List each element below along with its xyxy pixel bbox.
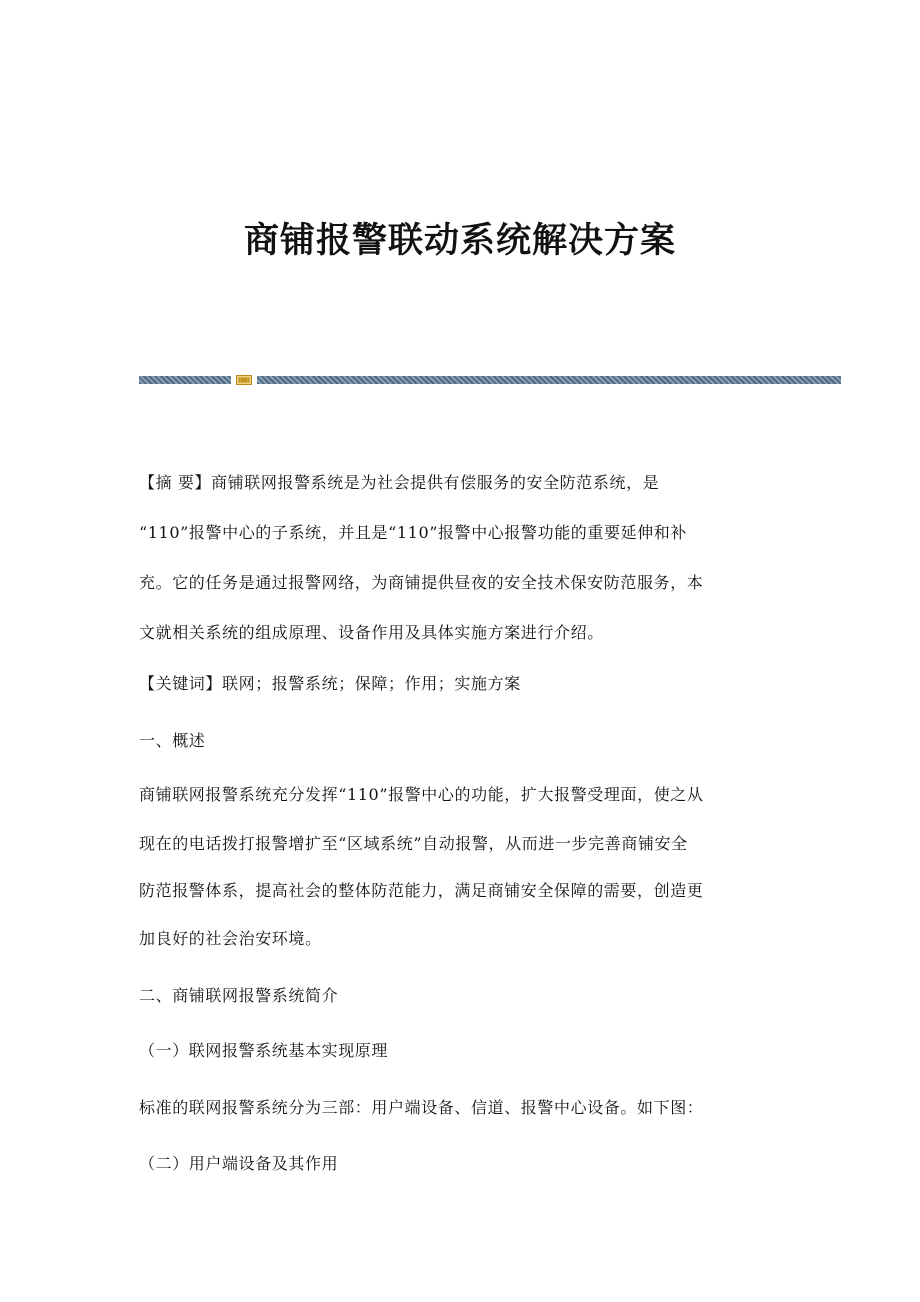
abstract-line-3: 充。它的任务是通过报警网络，为商铺提供昼夜的安全技术保安防范服务，本 <box>139 573 704 592</box>
abstract-line-1: 【摘 要】商铺联网报警系统是为社会提供有偿服务的安全防范系统，是 <box>139 473 660 492</box>
document-title: 商铺报警联动系统解决方案 <box>243 220 676 261</box>
subsection-1-heading: （一）联网报警系统基本实现原理 <box>139 1041 389 1060</box>
section-1-line-3: 防范报警体系，提高社会的整体防范能力，满足商铺安全保障的需要，创造更 <box>139 881 704 900</box>
section-1-line-4: 加良好的社会治安环境。 <box>139 929 322 948</box>
title-divider <box>139 375 841 385</box>
abstract-line-2: “110”报警中心的子系统，并且是“110”报警中心报警功能的重要延伸和补 <box>139 523 687 542</box>
subsection-1-text: 标准的联网报警系统分为三部：用户端设备、信道、报警中心设备。如下图： <box>139 1098 704 1117</box>
divider-bar-right <box>257 376 841 384</box>
abstract-line-4: 文就相关系统的组成原理、设备作用及具体实施方案进行介绍。 <box>139 623 604 642</box>
divider-bar-left <box>139 376 231 384</box>
section-1-heading: 一、概述 <box>139 731 206 750</box>
divider-emblem-icon <box>236 375 252 385</box>
section-1-line-2: 现在的电话拨打报警增扩至“区域系统”自动报警，从而进一步完善商铺安全 <box>139 834 688 853</box>
keywords: 【关键词】联网；报警系统；保障；作用；实施方案 <box>139 674 521 693</box>
subsection-2-heading: （二）用户端设备及其作用 <box>139 1154 339 1173</box>
section-1-line-1: 商铺联网报警系统充分发挥“110”报警中心的功能，扩大报警受理面，使之从 <box>139 785 704 804</box>
section-2-heading: 二、商铺联网报警系统简介 <box>139 986 339 1005</box>
